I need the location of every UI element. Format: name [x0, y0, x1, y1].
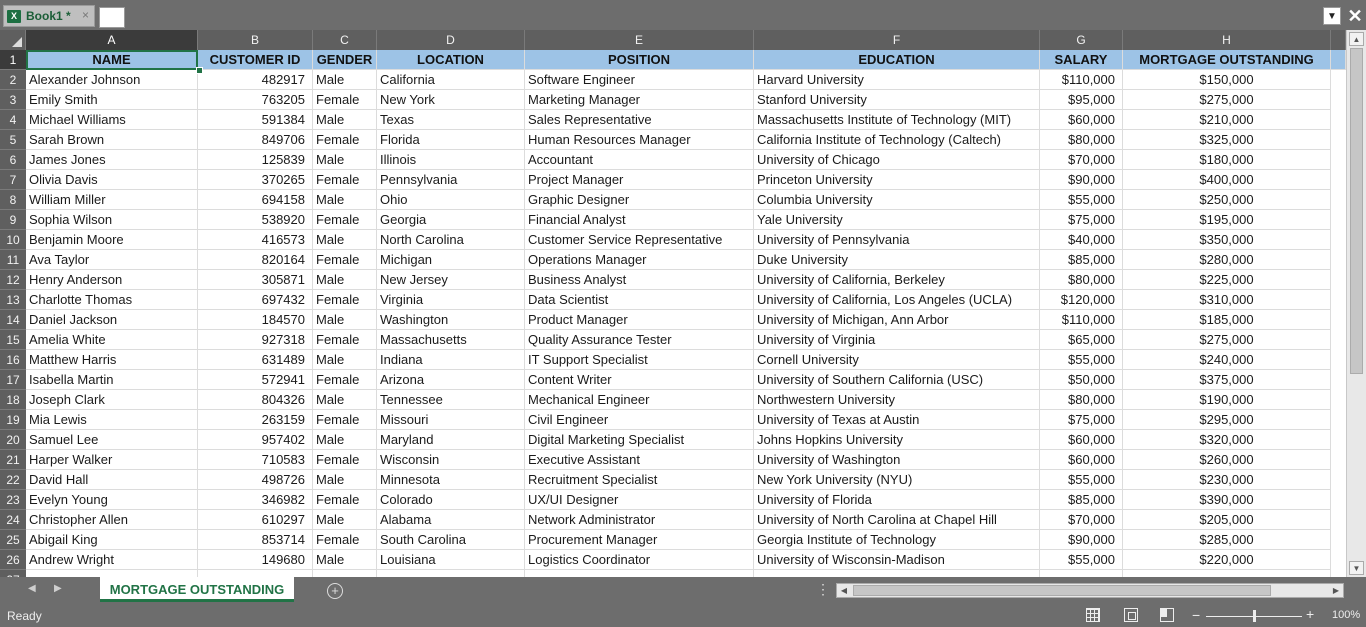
cell-e3[interactable]: Marketing Manager: [525, 90, 754, 110]
row-header-23[interactable]: 23: [0, 490, 26, 510]
zoom-level[interactable]: 100%: [1332, 609, 1361, 621]
column-header-c[interactable]: C: [313, 30, 377, 50]
cell-b21[interactable]: 710583: [198, 450, 313, 470]
cell-h18[interactable]: $190,000: [1123, 390, 1331, 410]
cell-a19[interactable]: Mia Lewis: [26, 410, 198, 430]
zoom-out-icon[interactable]: −: [1192, 607, 1201, 623]
cell-d3[interactable]: New York: [377, 90, 525, 110]
row-header-9[interactable]: 9: [0, 210, 26, 230]
row-header-10[interactable]: 10: [0, 230, 26, 250]
cell-b9[interactable]: 538920: [198, 210, 313, 230]
cell-d11[interactable]: Michigan: [377, 250, 525, 270]
cell-a24[interactable]: Christopher Allen: [26, 510, 198, 530]
cell-f22[interactable]: New York University (NYU): [754, 470, 1040, 490]
sheet-tab-mortgage-outstanding[interactable]: MORTGAGE OUTSTANDING: [100, 577, 294, 602]
cell-b20[interactable]: 957402: [198, 430, 313, 450]
horizontal-scrollbar[interactable]: [836, 583, 1344, 598]
cell-d7[interactable]: Pennsylvania: [377, 170, 525, 190]
row-header-5[interactable]: 5: [0, 130, 26, 150]
fill-handle[interactable]: [196, 67, 203, 74]
cell-a14[interactable]: Daniel Jackson: [26, 310, 198, 330]
row-header-17[interactable]: 17: [0, 370, 26, 390]
cell-a7[interactable]: Olivia Davis: [26, 170, 198, 190]
cell-h16[interactable]: $240,000: [1123, 350, 1331, 370]
cell-c20[interactable]: Male: [313, 430, 377, 450]
cell-d16[interactable]: Indiana: [377, 350, 525, 370]
cell-g7[interactable]: $90,000: [1040, 170, 1123, 190]
new-tab-button[interactable]: [99, 7, 125, 28]
cell-g15[interactable]: $65,000: [1040, 330, 1123, 350]
scroll-left-icon[interactable]: ◀: [840, 586, 848, 595]
cell-c3[interactable]: Female: [313, 90, 377, 110]
cell-c5[interactable]: Female: [313, 130, 377, 150]
cell-g9[interactable]: $75,000: [1040, 210, 1123, 230]
cell-h17[interactable]: $375,000: [1123, 370, 1331, 390]
cell-e10[interactable]: Customer Service Representative: [525, 230, 754, 250]
cell-a13[interactable]: Charlotte Thomas: [26, 290, 198, 310]
cell-h21[interactable]: $260,000: [1123, 450, 1331, 470]
column-header-f[interactable]: F: [754, 30, 1040, 50]
cell-h12[interactable]: $225,000: [1123, 270, 1331, 290]
cell-b11[interactable]: 820164: [198, 250, 313, 270]
cell-f7[interactable]: Princeton University: [754, 170, 1040, 190]
cell-f19[interactable]: University of Texas at Austin: [754, 410, 1040, 430]
cell-e22[interactable]: Recruitment Specialist: [525, 470, 754, 490]
cell-h13[interactable]: $310,000: [1123, 290, 1331, 310]
cell-b3[interactable]: 763205: [198, 90, 313, 110]
header-cell-h[interactable]: MORTGAGE OUTSTANDING: [1123, 50, 1331, 70]
cell-a20[interactable]: Samuel Lee: [26, 430, 198, 450]
cell-a12[interactable]: Henry Anderson: [26, 270, 198, 290]
cell-d14[interactable]: Washington: [377, 310, 525, 330]
cell-b17[interactable]: 572941: [198, 370, 313, 390]
zoom-slider-knob[interactable]: [1253, 610, 1256, 622]
column-header-a[interactable]: A: [26, 30, 198, 50]
row-header-7[interactable]: 7: [0, 170, 26, 190]
cell-d6[interactable]: Illinois: [377, 150, 525, 170]
page-layout-view-icon[interactable]: [1124, 608, 1138, 622]
cell-c9[interactable]: Female: [313, 210, 377, 230]
horizontal-scroll-thumb[interactable]: [853, 585, 1271, 596]
scroll-right-icon[interactable]: ▶: [1332, 586, 1340, 595]
cell-e11[interactable]: Operations Manager: [525, 250, 754, 270]
cell-e13[interactable]: Data Scientist: [525, 290, 754, 310]
cell-c25[interactable]: Female: [313, 530, 377, 550]
cell-g23[interactable]: $85,000: [1040, 490, 1123, 510]
cell-c4[interactable]: Male: [313, 110, 377, 130]
cell-f17[interactable]: University of Southern California (USC): [754, 370, 1040, 390]
cell-d4[interactable]: Texas: [377, 110, 525, 130]
cell-b10[interactable]: 416573: [198, 230, 313, 250]
column-header-filler: [1331, 30, 1346, 50]
cell-e16[interactable]: IT Support Specialist: [525, 350, 754, 370]
cell-f23[interactable]: University of Florida: [754, 490, 1040, 510]
cell-c22[interactable]: Male: [313, 470, 377, 490]
cell-d22[interactable]: Minnesota: [377, 470, 525, 490]
cell-f3[interactable]: Stanford University: [754, 90, 1040, 110]
cell-e24[interactable]: Network Administrator: [525, 510, 754, 530]
cell-h26[interactable]: $220,000: [1123, 550, 1331, 570]
cell-c13[interactable]: Female: [313, 290, 377, 310]
next-sheet-icon[interactable]: ▶: [54, 583, 62, 594]
cell-h10[interactable]: $350,000: [1123, 230, 1331, 250]
cell-c24[interactable]: Male: [313, 510, 377, 530]
cell-e15[interactable]: Quality Assurance Tester: [525, 330, 754, 350]
cell-d12[interactable]: New Jersey: [377, 270, 525, 290]
cell-e19[interactable]: Civil Engineer: [525, 410, 754, 430]
cell-f6[interactable]: University of Chicago: [754, 150, 1040, 170]
cell-e18[interactable]: Mechanical Engineer: [525, 390, 754, 410]
cell-f13[interactable]: University of California, Los Angeles (UCLA): [754, 290, 1040, 310]
cell-c15[interactable]: Female: [313, 330, 377, 350]
cell-e17[interactable]: Content Writer: [525, 370, 754, 390]
cell-d18[interactable]: Tennessee: [377, 390, 525, 410]
cell-h5[interactable]: $325,000: [1123, 130, 1331, 150]
cell-g13[interactable]: $120,000: [1040, 290, 1123, 310]
status-bar: [0, 605, 1366, 627]
cell-f21[interactable]: University of Washington: [754, 450, 1040, 470]
cell-c18[interactable]: Male: [313, 390, 377, 410]
zoom-in-icon[interactable]: +: [1306, 606, 1315, 622]
scroll-down-icon[interactable]: ▼: [1349, 561, 1364, 575]
cell-d13[interactable]: Virginia: [377, 290, 525, 310]
row-header-14[interactable]: 14: [0, 310, 26, 330]
cell-b12[interactable]: 305871: [198, 270, 313, 290]
cell-f12[interactable]: University of California, Berkeley: [754, 270, 1040, 290]
header-cell-d[interactable]: LOCATION: [377, 50, 525, 70]
cell-b2[interactable]: 482917: [198, 70, 313, 90]
cell-e2[interactable]: Software Engineer: [525, 70, 754, 90]
cell-c26[interactable]: Male: [313, 550, 377, 570]
header-fill-tail: [1331, 50, 1346, 70]
cell-g2[interactable]: $110,000: [1040, 70, 1123, 90]
cell-g21[interactable]: $60,000: [1040, 450, 1123, 470]
cell-d25[interactable]: South Carolina: [377, 530, 525, 550]
cell-c11[interactable]: Female: [313, 250, 377, 270]
cell-d23[interactable]: Colorado: [377, 490, 525, 510]
header-cell-a[interactable]: NAME: [26, 50, 198, 70]
document-tab-bar: [0, 0, 1366, 30]
cell-f14[interactable]: University of Michigan, Ann Arbor: [754, 310, 1040, 330]
cell-e4[interactable]: Sales Representative: [525, 110, 754, 130]
cell-a18[interactable]: Joseph Clark: [26, 390, 198, 410]
cell-a26[interactable]: Andrew Wright: [26, 550, 198, 570]
cell-h15[interactable]: $275,000: [1123, 330, 1331, 350]
cell-g10[interactable]: $40,000: [1040, 230, 1123, 250]
cell-f16[interactable]: Cornell University: [754, 350, 1040, 370]
cell-g8[interactable]: $55,000: [1040, 190, 1123, 210]
cell-h6[interactable]: $180,000: [1123, 150, 1331, 170]
scroll-up-icon[interactable]: ▲: [1349, 32, 1364, 46]
cell-g24[interactable]: $70,000: [1040, 510, 1123, 530]
tab-split-handle-icon[interactable]: ⋮: [816, 581, 830, 597]
spreadsheet-grid[interactable]: [0, 30, 1346, 577]
cell-c23[interactable]: Female: [313, 490, 377, 510]
cell-a25[interactable]: Abigail King: [26, 530, 198, 550]
cell-h24[interactable]: $205,000: [1123, 510, 1331, 530]
cell-a4[interactable]: Michael Williams: [26, 110, 198, 130]
cell-e6[interactable]: Accountant: [525, 150, 754, 170]
cell-c17[interactable]: Female: [313, 370, 377, 390]
cell-c21[interactable]: Female: [313, 450, 377, 470]
cell-b18[interactable]: 804326: [198, 390, 313, 410]
cell-a8[interactable]: William Miller: [26, 190, 198, 210]
cell-c14[interactable]: Male: [313, 310, 377, 330]
cell-e9[interactable]: Financial Analyst: [525, 210, 754, 230]
cell-d10[interactable]: North Carolina: [377, 230, 525, 250]
workbook-title: Book1 *: [26, 9, 71, 23]
cell-h8[interactable]: $250,000: [1123, 190, 1331, 210]
header-cell-b[interactable]: CUSTOMER ID: [198, 50, 313, 70]
cell-f11[interactable]: Duke University: [754, 250, 1040, 270]
sheet-tab-bar: [0, 577, 1366, 605]
cell-g22[interactable]: $55,000: [1040, 470, 1123, 490]
cell-f5[interactable]: California Institute of Technology (Caltech): [754, 130, 1040, 150]
select-all-corner[interactable]: [0, 30, 26, 50]
cell-h22[interactable]: $230,000: [1123, 470, 1331, 490]
cell-d8[interactable]: Ohio: [377, 190, 525, 210]
cell-g25[interactable]: $90,000: [1040, 530, 1123, 550]
row-header-26[interactable]: 26: [0, 550, 26, 570]
row-header-15[interactable]: 15: [0, 330, 26, 350]
cell-h3[interactable]: $275,000: [1123, 90, 1331, 110]
cell-f15[interactable]: University of Virginia: [754, 330, 1040, 350]
header-cell-e[interactable]: POSITION: [525, 50, 754, 70]
cell-d17[interactable]: Arizona: [377, 370, 525, 390]
cell-b13[interactable]: 697432: [198, 290, 313, 310]
cell-e7[interactable]: Project Manager: [525, 170, 754, 190]
cell-g16[interactable]: $55,000: [1040, 350, 1123, 370]
workbook-tab[interactable]: [3, 5, 95, 27]
prev-sheet-icon[interactable]: ◀: [28, 583, 36, 594]
row-header-21[interactable]: 21: [0, 450, 26, 470]
row-header-2[interactable]: 2: [0, 70, 26, 90]
status-text: Ready: [7, 609, 42, 623]
vertical-scroll-thumb[interactable]: [1350, 48, 1363, 374]
row-header-16[interactable]: 16: [0, 350, 26, 370]
cell-b6[interactable]: 125839: [198, 150, 313, 170]
row-header-20[interactable]: 20: [0, 430, 26, 450]
cell-h11[interactable]: $280,000: [1123, 250, 1331, 270]
cell-c16[interactable]: Male: [313, 350, 377, 370]
page-break-view-icon[interactable]: [1160, 608, 1174, 622]
cell-c7[interactable]: Female: [313, 170, 377, 190]
cell-g18[interactable]: $80,000: [1040, 390, 1123, 410]
row-header-6[interactable]: 6: [0, 150, 26, 170]
cell-g17[interactable]: $50,000: [1040, 370, 1123, 390]
cell-h7[interactable]: $400,000: [1123, 170, 1331, 190]
cell-d2[interactable]: California: [377, 70, 525, 90]
cell-f20[interactable]: Johns Hopkins University: [754, 430, 1040, 450]
row-header-24[interactable]: 24: [0, 510, 26, 530]
cell-f25[interactable]: Georgia Institute of Technology: [754, 530, 1040, 550]
cell-d24[interactable]: Alabama: [377, 510, 525, 530]
cell-e21[interactable]: Executive Assistant: [525, 450, 754, 470]
row-header-4[interactable]: 4: [0, 110, 26, 130]
cell-h14[interactable]: $185,000: [1123, 310, 1331, 330]
row-header-8[interactable]: 8: [0, 190, 26, 210]
cell-a10[interactable]: Benjamin Moore: [26, 230, 198, 250]
cell-b7[interactable]: 370265: [198, 170, 313, 190]
cell-b4[interactable]: 591384: [198, 110, 313, 130]
cell-b15[interactable]: 927318: [198, 330, 313, 350]
cell-g11[interactable]: $85,000: [1040, 250, 1123, 270]
cell-b5[interactable]: 849706: [198, 130, 313, 150]
cell-e12[interactable]: Business Analyst: [525, 270, 754, 290]
cell-c19[interactable]: Female: [313, 410, 377, 430]
cell-h4[interactable]: $210,000: [1123, 110, 1331, 130]
cell-e26[interactable]: Logistics Coordinator: [525, 550, 754, 570]
cell-d9[interactable]: Georgia: [377, 210, 525, 230]
cell-g20[interactable]: $60,000: [1040, 430, 1123, 450]
cell-g19[interactable]: $75,000: [1040, 410, 1123, 430]
cell-e14[interactable]: Product Manager: [525, 310, 754, 330]
header-cell-c[interactable]: GENDER: [313, 50, 377, 70]
column-header-h[interactable]: H: [1123, 30, 1331, 50]
cell-b16[interactable]: 631489: [198, 350, 313, 370]
header-cell-f[interactable]: EDUCATION: [754, 50, 1040, 70]
normal-view-icon[interactable]: [1086, 608, 1100, 622]
cell-b23[interactable]: 346982: [198, 490, 313, 510]
dropdown-menu-button[interactable]: ▼: [1323, 7, 1341, 25]
cell-a2[interactable]: Alexander Johnson: [26, 70, 198, 90]
cell-a5[interactable]: Sarah Brown: [26, 130, 198, 150]
cell-b24[interactable]: 610297: [198, 510, 313, 530]
column-header-g[interactable]: G: [1040, 30, 1123, 50]
cell-g12[interactable]: $80,000: [1040, 270, 1123, 290]
column-header-d[interactable]: D: [377, 30, 525, 50]
cell-f26[interactable]: University of Wisconsin-Madison: [754, 550, 1040, 570]
cell-e8[interactable]: Graphic Designer: [525, 190, 754, 210]
cell-h19[interactable]: $295,000: [1123, 410, 1331, 430]
cell-e20[interactable]: Digital Marketing Specialist: [525, 430, 754, 450]
cell-b8[interactable]: 694158: [198, 190, 313, 210]
cell-h9[interactable]: $195,000: [1123, 210, 1331, 230]
cell-g26[interactable]: $55,000: [1040, 550, 1123, 570]
row-header-25[interactable]: 25: [0, 530, 26, 550]
cell-d20[interactable]: Maryland: [377, 430, 525, 450]
row-header-12[interactable]: 12: [0, 270, 26, 290]
cell-c12[interactable]: Male: [313, 270, 377, 290]
cell-f10[interactable]: University of Pennsylvania: [754, 230, 1040, 250]
cell-f24[interactable]: University of North Carolina at Chapel Hill: [754, 510, 1040, 530]
cell-a23[interactable]: Evelyn Young: [26, 490, 198, 510]
cell-d19[interactable]: Missouri: [377, 410, 525, 430]
row-header-19[interactable]: 19: [0, 410, 26, 430]
cell-b14[interactable]: 184570: [198, 310, 313, 330]
cell-g4[interactable]: $60,000: [1040, 110, 1123, 130]
cell-a9[interactable]: Sophia Wilson: [26, 210, 198, 230]
column-header-e[interactable]: E: [525, 30, 754, 50]
cell-f9[interactable]: Yale University: [754, 210, 1040, 230]
row-header-1[interactable]: 1: [0, 50, 26, 70]
cell-f2[interactable]: Harvard University: [754, 70, 1040, 90]
row-header-22[interactable]: 22: [0, 470, 26, 490]
cell-h23[interactable]: $390,000: [1123, 490, 1331, 510]
cell-a17[interactable]: Isabella Martin: [26, 370, 198, 390]
cell-b25[interactable]: 853714: [198, 530, 313, 550]
row-header-11[interactable]: 11: [0, 250, 26, 270]
header-cell-g[interactable]: SALARY: [1040, 50, 1123, 70]
select-all-icon: [12, 37, 22, 47]
cell-a16[interactable]: Matthew Harris: [26, 350, 198, 370]
cell-f18[interactable]: Northwestern University: [754, 390, 1040, 410]
cell-e23[interactable]: UX/UI Designer: [525, 490, 754, 510]
cell-b19[interactable]: 263159: [198, 410, 313, 430]
row-header-18[interactable]: 18: [0, 390, 26, 410]
cell-g5[interactable]: $80,000: [1040, 130, 1123, 150]
cell-d26[interactable]: Louisiana: [377, 550, 525, 570]
excel-icon: X: [7, 10, 21, 23]
column-header-b[interactable]: B: [198, 30, 313, 50]
cell-e25[interactable]: Procurement Manager: [525, 530, 754, 550]
cell-c2[interactable]: Male: [313, 70, 377, 90]
cell-g14[interactable]: $110,000: [1040, 310, 1123, 330]
cell-h20[interactable]: $320,000: [1123, 430, 1331, 450]
cell-c10[interactable]: Male: [313, 230, 377, 250]
cell-a11[interactable]: Ava Taylor: [26, 250, 198, 270]
add-sheet-icon[interactable]: +: [327, 583, 343, 599]
cell-a3[interactable]: Emily Smith: [26, 90, 198, 110]
cell-d21[interactable]: Wisconsin: [377, 450, 525, 470]
cell-h25[interactable]: $285,000: [1123, 530, 1331, 550]
cell-g6[interactable]: $70,000: [1040, 150, 1123, 170]
row-header-13[interactable]: 13: [0, 290, 26, 310]
cell-a15[interactable]: Amelia White: [26, 330, 198, 350]
row-header-3[interactable]: 3: [0, 90, 26, 110]
cell-a22[interactable]: David Hall: [26, 470, 198, 490]
cell-a21[interactable]: Harper Walker: [26, 450, 198, 470]
cell-e5[interactable]: Human Resources Manager: [525, 130, 754, 150]
cell-c8[interactable]: Male: [313, 190, 377, 210]
cell-d15[interactable]: Massachusetts: [377, 330, 525, 350]
cell-h2[interactable]: $150,000: [1123, 70, 1331, 90]
cell-f4[interactable]: Massachusetts Institute of Technology (MIT): [754, 110, 1040, 130]
cell-b26[interactable]: 149680: [198, 550, 313, 570]
cell-d5[interactable]: Florida: [377, 130, 525, 150]
close-window-icon[interactable]: ✕: [1347, 6, 1363, 26]
close-tab-icon[interactable]: ×: [82, 8, 90, 22]
cell-g3[interactable]: $95,000: [1040, 90, 1123, 110]
vertical-scrollbar[interactable]: [1346, 30, 1366, 577]
cell-f8[interactable]: Columbia University: [754, 190, 1040, 210]
cell-c6[interactable]: Male: [313, 150, 377, 170]
cell-a6[interactable]: James Jones: [26, 150, 198, 170]
cell-b22[interactable]: 498726: [198, 470, 313, 490]
